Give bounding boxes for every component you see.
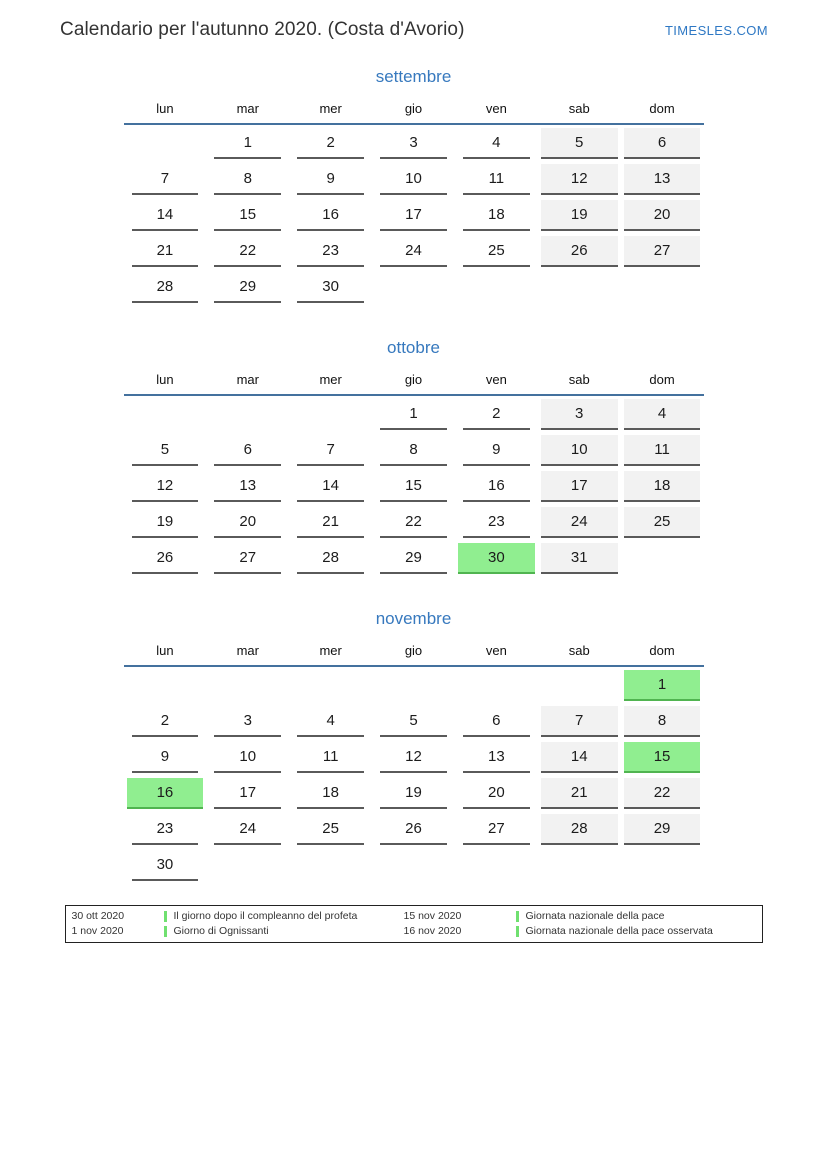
weekday-label: mar	[236, 101, 259, 116]
day-cell: 25	[297, 814, 364, 845]
day-cell: 7	[132, 164, 199, 195]
day-cell-weekend: 18	[624, 471, 701, 502]
week-row	[124, 396, 704, 432]
legend-label-text: Giorno di Ognissanti	[173, 925, 269, 937]
page-title: Calendario per l'autunno 2020. (Costa d'Avorio)	[60, 19, 465, 40]
day-cell: 24	[380, 236, 447, 267]
day-cell: 17	[214, 778, 281, 809]
weekday-label: sab	[568, 372, 590, 387]
day-cell: 19	[380, 778, 447, 809]
week-row	[124, 161, 704, 197]
day-cell: 14	[297, 471, 364, 502]
holidays-legend	[65, 905, 763, 943]
weekday-label: mar	[236, 643, 259, 658]
weekday-label: dom	[649, 101, 675, 116]
day-cell: 6	[463, 706, 530, 737]
weekday-label: mer	[319, 101, 342, 116]
day-cell: 15	[380, 471, 447, 502]
day-cell-empty	[214, 670, 281, 699]
day-cell-weekend: 22	[624, 778, 701, 809]
day-cell-weekend: 8	[624, 706, 701, 737]
legend-date: 16 nov 2020	[403, 925, 462, 937]
day-cell: 18	[463, 200, 530, 231]
month-title: settembre	[375, 67, 452, 86]
day-cell-weekend: 6	[624, 128, 701, 159]
month-grid	[124, 125, 704, 305]
day-cell: 2	[132, 706, 199, 737]
day-cell-empty	[629, 850, 696, 879]
day-cell-weekend: 4	[624, 399, 701, 430]
legend-label	[516, 924, 762, 938]
weekday-header-row	[124, 643, 704, 667]
day-cell-weekend: 28	[541, 814, 618, 845]
day-cell: 23	[132, 814, 199, 845]
day-cell-empty	[463, 272, 530, 301]
day-cell-weekend: 7	[541, 706, 618, 737]
day-cell-weekend: 21	[541, 778, 618, 809]
legend-date: 15 nov 2020	[403, 910, 462, 922]
week-row	[124, 847, 704, 883]
day-cell: 26	[132, 543, 199, 574]
day-cell: 4	[297, 706, 364, 737]
legend-label-text: Il giorno dopo il compleanno del profeta	[173, 910, 358, 922]
day-cell-empty	[463, 850, 530, 879]
day-cell-empty	[629, 543, 696, 572]
day-cell: 9	[132, 742, 199, 773]
holiday-marker-icon	[164, 911, 167, 922]
day-cell-weekend: 13	[624, 164, 701, 195]
day-cell: 11	[463, 164, 530, 195]
legend-grid	[72, 909, 762, 938]
day-cell-empty	[297, 399, 364, 428]
day-cell-weekend: 14	[541, 742, 618, 773]
day-cell: 20	[214, 507, 281, 538]
legend-date: 30 ott 2020	[71, 910, 125, 922]
weekday-label: lun	[156, 643, 174, 658]
month-calendar	[124, 338, 704, 576]
day-cell: 1	[214, 128, 281, 159]
day-cell: 13	[463, 742, 530, 773]
day-cell: 10	[214, 742, 281, 773]
day-cell-weekend: 26	[541, 236, 618, 267]
week-row	[124, 269, 704, 305]
day-cell-weekend: 5	[541, 128, 618, 159]
weekday-label: sab	[568, 101, 590, 116]
day-cell-holiday: 15	[624, 742, 701, 773]
day-cell: 9	[463, 435, 530, 466]
calendar-months	[124, 67, 704, 883]
day-cell: 16	[463, 471, 530, 502]
day-cell: 30	[132, 850, 199, 881]
day-cell-empty	[629, 272, 696, 301]
day-cell: 21	[297, 507, 364, 538]
day-cell-weekend: 3	[541, 399, 618, 430]
day-cell: 26	[380, 814, 447, 845]
day-cell: 5	[132, 435, 199, 466]
weekday-label: ven	[485, 643, 507, 658]
day-cell-weekend: 19	[541, 200, 618, 231]
weekday-label: dom	[649, 372, 675, 387]
day-cell-weekend: 17	[541, 471, 618, 502]
day-cell-weekend: 31	[541, 543, 618, 574]
weekday-label: gio	[404, 643, 423, 658]
holiday-marker-icon	[516, 911, 519, 922]
day-cell: 14	[132, 200, 199, 231]
day-cell: 28	[132, 272, 199, 303]
day-cell-empty	[380, 670, 447, 699]
week-row	[124, 540, 704, 576]
day-cell: 16	[297, 200, 364, 231]
week-row	[124, 432, 704, 468]
day-cell: 13	[214, 471, 281, 502]
day-cell-weekend: 29	[624, 814, 701, 845]
weekday-header-row	[124, 372, 704, 396]
day-cell: 28	[297, 543, 364, 574]
day-cell: 3	[380, 128, 447, 159]
day-cell: 17	[380, 200, 447, 231]
day-cell-weekend: 27	[624, 236, 701, 267]
day-cell-weekend: 11	[624, 435, 701, 466]
weekday-label: gio	[404, 101, 423, 116]
day-cell: 12	[132, 471, 199, 502]
day-cell: 18	[297, 778, 364, 809]
site-link[interactable]: TIMESLES.COM	[664, 23, 768, 38]
day-cell: 24	[214, 814, 281, 845]
day-cell: 8	[380, 435, 447, 466]
day-cell-empty	[132, 128, 199, 157]
day-cell-empty	[214, 850, 281, 879]
day-cell: 5	[380, 706, 447, 737]
week-row	[124, 504, 704, 540]
day-cell: 7	[297, 435, 364, 466]
weekday-label: gio	[404, 372, 423, 387]
week-row	[124, 197, 704, 233]
day-cell-holiday: 30	[458, 543, 535, 574]
legend-label-text: Giornata nazionale della pace osservata	[525, 925, 713, 937]
day-cell: 6	[214, 435, 281, 466]
week-row	[124, 468, 704, 504]
day-cell-weekend: 25	[624, 507, 701, 538]
day-cell: 15	[214, 200, 281, 231]
week-row	[124, 667, 704, 703]
legend-label	[164, 924, 404, 938]
day-cell-empty	[463, 670, 530, 699]
day-cell-empty	[214, 399, 281, 428]
day-cell: 9	[297, 164, 364, 195]
weekday-label: ven	[485, 372, 507, 387]
day-cell-weekend: 24	[541, 507, 618, 538]
weekday-label: mer	[319, 372, 342, 387]
holiday-marker-icon	[516, 926, 519, 937]
week-row	[124, 811, 704, 847]
legend-label-text: Giornata nazionale della pace	[525, 910, 665, 922]
day-cell-empty	[546, 670, 613, 699]
day-cell: 23	[297, 236, 364, 267]
day-cell: 19	[132, 507, 199, 538]
day-cell: 27	[463, 814, 530, 845]
weekday-label: dom	[649, 643, 675, 658]
day-cell: 8	[214, 164, 281, 195]
day-cell-empty	[297, 850, 364, 879]
weekday-label: lun	[156, 101, 174, 116]
weekday-label: sab	[568, 643, 590, 658]
weekday-label: ven	[485, 101, 507, 116]
day-cell-holiday: 1	[624, 670, 701, 701]
holiday-marker-icon	[164, 926, 167, 937]
weekday-label: mar	[236, 372, 259, 387]
day-cell: 22	[214, 236, 281, 267]
weekday-header-row	[124, 101, 704, 125]
day-cell: 10	[380, 164, 447, 195]
weekday-label: mer	[319, 643, 342, 658]
week-row	[124, 125, 704, 161]
legend-label	[164, 909, 404, 923]
weekday-label: lun	[156, 372, 174, 387]
day-cell-weekend: 12	[541, 164, 618, 195]
day-cell: 23	[463, 507, 530, 538]
day-cell: 2	[297, 128, 364, 159]
month-grid	[124, 667, 704, 883]
day-cell: 1	[380, 399, 447, 430]
day-cell-empty	[546, 272, 613, 301]
day-cell: 4	[463, 128, 530, 159]
day-cell: 29	[214, 272, 281, 303]
month-title: novembre	[375, 609, 452, 628]
day-cell: 29	[380, 543, 447, 574]
day-cell-weekend: 20	[624, 200, 701, 231]
day-cell-empty	[380, 850, 447, 879]
week-row	[124, 739, 704, 775]
day-cell: 20	[463, 778, 530, 809]
day-cell: 12	[380, 742, 447, 773]
day-cell: 30	[297, 272, 364, 303]
week-row	[124, 233, 704, 269]
month-calendar	[124, 609, 704, 883]
day-cell-empty	[297, 670, 364, 699]
page-header	[0, 0, 827, 41]
day-cell: 11	[297, 742, 364, 773]
week-row	[124, 775, 704, 811]
month-calendar	[124, 67, 704, 305]
month-grid	[124, 396, 704, 576]
day-cell-weekend: 10	[541, 435, 618, 466]
day-cell: 21	[132, 236, 199, 267]
legend-date: 1 nov 2020	[71, 925, 124, 937]
day-cell-empty	[132, 399, 199, 428]
day-cell: 27	[214, 543, 281, 574]
legend-label	[516, 909, 762, 923]
day-cell: 3	[214, 706, 281, 737]
day-cell-holiday: 16	[127, 778, 204, 809]
day-cell: 2	[463, 399, 530, 430]
week-row	[124, 703, 704, 739]
day-cell: 25	[463, 236, 530, 267]
day-cell-empty	[546, 850, 613, 879]
day-cell-empty	[132, 670, 199, 699]
day-cell: 22	[380, 507, 447, 538]
month-title: ottobre	[387, 338, 440, 357]
day-cell-empty	[380, 272, 447, 301]
